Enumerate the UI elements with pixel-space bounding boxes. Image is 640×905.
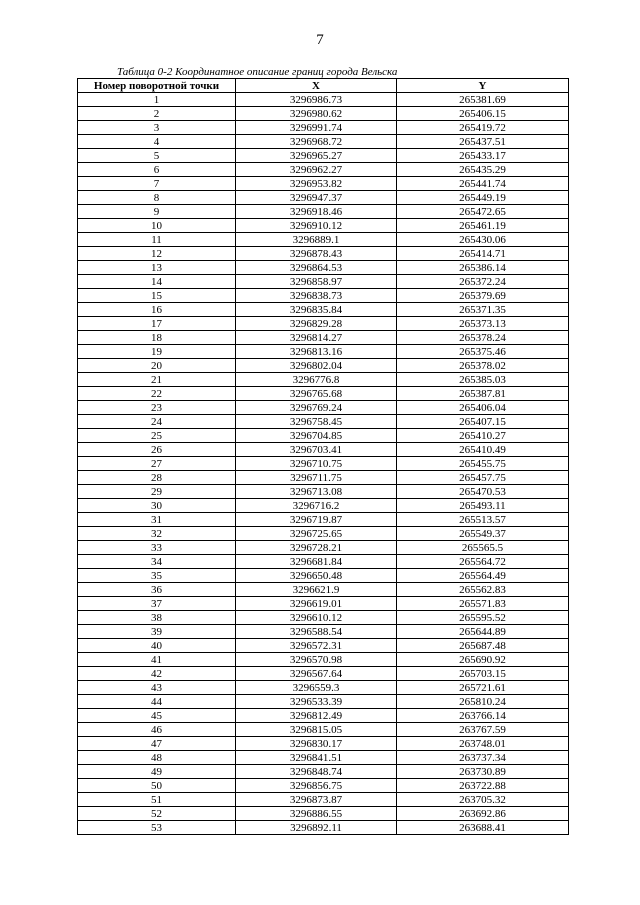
- point-number-cell: 24: [78, 415, 236, 429]
- x-coordinate-cell: 3296980.62: [236, 107, 397, 121]
- x-coordinate-cell: 3296621.9: [236, 583, 397, 597]
- x-coordinate-cell: 3296892.11: [236, 821, 397, 835]
- table-row: [78, 681, 569, 695]
- x-coordinate-cell: 3296570.98: [236, 653, 397, 667]
- y-coordinate-cell: 265810.24: [397, 695, 569, 709]
- table-row: [78, 471, 569, 485]
- x-coordinate-cell: 3296947.37: [236, 191, 397, 205]
- y-coordinate-cell: 265472.65: [397, 205, 569, 219]
- x-coordinate-cell: 3296650.48: [236, 569, 397, 583]
- point-number-cell: 48: [78, 751, 236, 765]
- table-row: [78, 373, 569, 387]
- x-coordinate-cell: 3296704.85: [236, 429, 397, 443]
- table-row: [78, 261, 569, 275]
- y-coordinate-cell: 265371.35: [397, 303, 569, 317]
- x-coordinate-cell: 3296802.04: [236, 359, 397, 373]
- table-row: [78, 709, 569, 723]
- x-coordinate-cell: 3296864.53: [236, 261, 397, 275]
- x-coordinate-cell: 3296889.1: [236, 233, 397, 247]
- y-coordinate-cell: 263767.59: [397, 723, 569, 737]
- x-coordinate-cell: 3296856.75: [236, 779, 397, 793]
- table-row: [78, 765, 569, 779]
- x-coordinate-cell: 3296830.17: [236, 737, 397, 751]
- table-row: [78, 247, 569, 261]
- x-coordinate-cell: 3296710.75: [236, 457, 397, 471]
- x-coordinate-cell: 3296567.64: [236, 667, 397, 681]
- table-row: [78, 583, 569, 597]
- point-number-cell: 45: [78, 709, 236, 723]
- y-coordinate-cell: 265378.02: [397, 359, 569, 373]
- column-header-x: X: [236, 79, 397, 93]
- table-body: [78, 93, 569, 835]
- x-coordinate-cell: 3296873.87: [236, 793, 397, 807]
- x-coordinate-cell: 3296711.75: [236, 471, 397, 485]
- point-number-cell: 41: [78, 653, 236, 667]
- point-number-cell: 18: [78, 331, 236, 345]
- x-coordinate-cell: 3296953.82: [236, 177, 397, 191]
- y-coordinate-cell: 263730.89: [397, 765, 569, 779]
- page-number: 7: [316, 32, 324, 48]
- point-number-cell: 12: [78, 247, 236, 261]
- y-coordinate-cell: 265414.71: [397, 247, 569, 261]
- y-coordinate-cell: 265690.92: [397, 653, 569, 667]
- table-row: [78, 289, 569, 303]
- x-coordinate-cell: 3296533.39: [236, 695, 397, 709]
- point-number-cell: 17: [78, 317, 236, 331]
- point-number-cell: 3: [78, 121, 236, 135]
- x-coordinate-cell: 3296858.97: [236, 275, 397, 289]
- x-coordinate-cell: 3296728.21: [236, 541, 397, 555]
- x-coordinate-cell: 3296962.27: [236, 163, 397, 177]
- point-number-cell: 42: [78, 667, 236, 681]
- table-row: [78, 121, 569, 135]
- point-number-cell: 5: [78, 149, 236, 163]
- table-row: [78, 163, 569, 177]
- y-coordinate-cell: 265410.27: [397, 429, 569, 443]
- y-coordinate-cell: 265513.57: [397, 513, 569, 527]
- point-number-cell: 32: [78, 527, 236, 541]
- table-row: [78, 723, 569, 737]
- point-number-cell: 40: [78, 639, 236, 653]
- table-row: [78, 807, 569, 821]
- y-coordinate-cell: 265687.48: [397, 639, 569, 653]
- y-coordinate-cell: 265703.15: [397, 667, 569, 681]
- point-number-cell: 39: [78, 625, 236, 639]
- x-coordinate-cell: 3296991.74: [236, 121, 397, 135]
- table-row: [78, 457, 569, 471]
- y-coordinate-cell: 265407.15: [397, 415, 569, 429]
- y-coordinate-cell: 263737.34: [397, 751, 569, 765]
- x-coordinate-cell: 3296835.84: [236, 303, 397, 317]
- table-row: [78, 135, 569, 149]
- table-row: [78, 821, 569, 835]
- point-number-cell: 34: [78, 555, 236, 569]
- y-coordinate-cell: 265410.49: [397, 443, 569, 457]
- point-number-cell: 30: [78, 499, 236, 513]
- table-row: [78, 485, 569, 499]
- y-coordinate-cell: 265721.61: [397, 681, 569, 695]
- x-coordinate-cell: 3296838.73: [236, 289, 397, 303]
- x-coordinate-cell: 3296814.27: [236, 331, 397, 345]
- table-row: [78, 345, 569, 359]
- table-row: [78, 513, 569, 527]
- point-number-cell: 11: [78, 233, 236, 247]
- y-coordinate-cell: 265549.37: [397, 527, 569, 541]
- point-number-cell: 8: [78, 191, 236, 205]
- table-row: [78, 205, 569, 219]
- table-row: [78, 737, 569, 751]
- y-coordinate-cell: 265565.5: [397, 541, 569, 555]
- point-number-cell: 25: [78, 429, 236, 443]
- table-row: [78, 303, 569, 317]
- x-coordinate-cell: 3296588.54: [236, 625, 397, 639]
- point-number-cell: 16: [78, 303, 236, 317]
- point-number-cell: 46: [78, 723, 236, 737]
- x-coordinate-cell: 3296813.16: [236, 345, 397, 359]
- table-row: [78, 625, 569, 639]
- y-coordinate-cell: 263766.14: [397, 709, 569, 723]
- table-row: [78, 541, 569, 555]
- point-number-cell: 13: [78, 261, 236, 275]
- y-coordinate-cell: 265433.17: [397, 149, 569, 163]
- x-coordinate-cell: 3296765.68: [236, 387, 397, 401]
- x-coordinate-cell: 3296965.27: [236, 149, 397, 163]
- x-coordinate-cell: 3296559.3: [236, 681, 397, 695]
- table-row: [78, 415, 569, 429]
- x-coordinate-cell: 3296776.8: [236, 373, 397, 387]
- y-coordinate-cell: 265644.89: [397, 625, 569, 639]
- y-coordinate-cell: 265386.14: [397, 261, 569, 275]
- table-row: [78, 317, 569, 331]
- x-coordinate-cell: 3296681.84: [236, 555, 397, 569]
- point-number-cell: 50: [78, 779, 236, 793]
- point-number-cell: 47: [78, 737, 236, 751]
- x-coordinate-cell: 3296886.55: [236, 807, 397, 821]
- point-number-cell: 26: [78, 443, 236, 457]
- y-coordinate-cell: 265457.75: [397, 471, 569, 485]
- point-number-cell: 44: [78, 695, 236, 709]
- y-coordinate-cell: 265387.81: [397, 387, 569, 401]
- table-row: [78, 429, 569, 443]
- point-number-cell: 4: [78, 135, 236, 149]
- y-coordinate-cell: 265419.72: [397, 121, 569, 135]
- x-coordinate-cell: 3296829.28: [236, 317, 397, 331]
- x-coordinate-cell: 3296758.45: [236, 415, 397, 429]
- table-row: [78, 233, 569, 247]
- x-coordinate-cell: 3296713.08: [236, 485, 397, 499]
- y-coordinate-cell: 263748.01: [397, 737, 569, 751]
- x-coordinate-cell: 3296841.51: [236, 751, 397, 765]
- y-coordinate-cell: 265493.11: [397, 499, 569, 513]
- column-header-point-number: Номер поворотной точки: [78, 79, 236, 93]
- table-header: [78, 79, 569, 93]
- y-coordinate-cell: 263692.86: [397, 807, 569, 821]
- y-coordinate-cell: 265571.83: [397, 597, 569, 611]
- y-coordinate-cell: 265379.69: [397, 289, 569, 303]
- table-row: [78, 401, 569, 415]
- x-coordinate-cell: 3296719.87: [236, 513, 397, 527]
- point-number-cell: 35: [78, 569, 236, 583]
- y-coordinate-cell: 265385.03: [397, 373, 569, 387]
- table-row: [78, 331, 569, 345]
- point-number-cell: 43: [78, 681, 236, 695]
- y-coordinate-cell: 265375.46: [397, 345, 569, 359]
- coordinates-table: [77, 78, 569, 835]
- y-coordinate-cell: 265381.69: [397, 93, 569, 107]
- y-coordinate-cell: 265455.75: [397, 457, 569, 471]
- y-coordinate-cell: 265435.29: [397, 163, 569, 177]
- point-number-cell: 27: [78, 457, 236, 471]
- point-number-cell: 49: [78, 765, 236, 779]
- x-coordinate-cell: 3296918.46: [236, 205, 397, 219]
- point-number-cell: 51: [78, 793, 236, 807]
- point-number-cell: 31: [78, 513, 236, 527]
- point-number-cell: 37: [78, 597, 236, 611]
- table-row: [78, 177, 569, 191]
- table-row: [78, 499, 569, 513]
- column-header-y: Y: [397, 79, 569, 93]
- table-row: [78, 639, 569, 653]
- y-coordinate-cell: 265430.06: [397, 233, 569, 247]
- y-coordinate-cell: 265406.15: [397, 107, 569, 121]
- x-coordinate-cell: 3296610.12: [236, 611, 397, 625]
- point-number-cell: 29: [78, 485, 236, 499]
- x-coordinate-cell: 3296910.12: [236, 219, 397, 233]
- x-coordinate-cell: 3296769.24: [236, 401, 397, 415]
- table-row: [78, 695, 569, 709]
- point-number-cell: 21: [78, 373, 236, 387]
- x-coordinate-cell: 3296848.74: [236, 765, 397, 779]
- point-number-cell: 15: [78, 289, 236, 303]
- point-number-cell: 53: [78, 821, 236, 835]
- y-coordinate-cell: 265449.19: [397, 191, 569, 205]
- y-coordinate-cell: 265378.24: [397, 331, 569, 345]
- x-coordinate-cell: 3296812.49: [236, 709, 397, 723]
- header-row: [78, 79, 569, 93]
- table-row: [78, 219, 569, 233]
- y-coordinate-cell: 265595.52: [397, 611, 569, 625]
- point-number-cell: 10: [78, 219, 236, 233]
- point-number-cell: 6: [78, 163, 236, 177]
- table-caption: Таблица 0-2 Координатное описание границ города Вельска: [117, 66, 398, 78]
- table-row: [78, 653, 569, 667]
- y-coordinate-cell: 265461.19: [397, 219, 569, 233]
- y-coordinate-cell: 265564.49: [397, 569, 569, 583]
- table-row: [78, 443, 569, 457]
- point-number-cell: 7: [78, 177, 236, 191]
- point-number-cell: 19: [78, 345, 236, 359]
- x-coordinate-cell: 3296815.05: [236, 723, 397, 737]
- point-number-cell: 22: [78, 387, 236, 401]
- point-number-cell: 52: [78, 807, 236, 821]
- table-row: [78, 667, 569, 681]
- point-number-cell: 9: [78, 205, 236, 219]
- table-row: [78, 275, 569, 289]
- table-row: [78, 611, 569, 625]
- x-coordinate-cell: 3296878.43: [236, 247, 397, 261]
- point-number-cell: 1: [78, 93, 236, 107]
- table-row: [78, 779, 569, 793]
- y-coordinate-cell: 265564.72: [397, 555, 569, 569]
- x-coordinate-cell: 3296986.73: [236, 93, 397, 107]
- x-coordinate-cell: 3296968.72: [236, 135, 397, 149]
- table-row: [78, 359, 569, 373]
- y-coordinate-cell: 265470.53: [397, 485, 569, 499]
- y-coordinate-cell: 265372.24: [397, 275, 569, 289]
- point-number-cell: 36: [78, 583, 236, 597]
- y-coordinate-cell: 265437.51: [397, 135, 569, 149]
- point-number-cell: 23: [78, 401, 236, 415]
- table-row: [78, 555, 569, 569]
- y-coordinate-cell: 263722.88: [397, 779, 569, 793]
- x-coordinate-cell: 3296725.65: [236, 527, 397, 541]
- point-number-cell: 38: [78, 611, 236, 625]
- point-number-cell: 20: [78, 359, 236, 373]
- x-coordinate-cell: 3296572.31: [236, 639, 397, 653]
- point-number-cell: 33: [78, 541, 236, 555]
- point-number-cell: 14: [78, 275, 236, 289]
- point-number-cell: 2: [78, 107, 236, 121]
- point-number-cell: 28: [78, 471, 236, 485]
- table-row: [78, 93, 569, 107]
- table-row: [78, 569, 569, 583]
- y-coordinate-cell: 265406.04: [397, 401, 569, 415]
- y-coordinate-cell: 265441.74: [397, 177, 569, 191]
- x-coordinate-cell: 3296619.01: [236, 597, 397, 611]
- y-coordinate-cell: 263688.41: [397, 821, 569, 835]
- table-row: [78, 191, 569, 205]
- y-coordinate-cell: 265562.83: [397, 583, 569, 597]
- table-row: [78, 149, 569, 163]
- table-row: [78, 793, 569, 807]
- table-row: [78, 527, 569, 541]
- x-coordinate-cell: 3296703.41: [236, 443, 397, 457]
- y-coordinate-cell: 263705.32: [397, 793, 569, 807]
- y-coordinate-cell: 265373.13: [397, 317, 569, 331]
- table-row: [78, 597, 569, 611]
- x-coordinate-cell: 3296716.2: [236, 499, 397, 513]
- table-row: [78, 387, 569, 401]
- table-row: [78, 107, 569, 121]
- table-row: [78, 751, 569, 765]
